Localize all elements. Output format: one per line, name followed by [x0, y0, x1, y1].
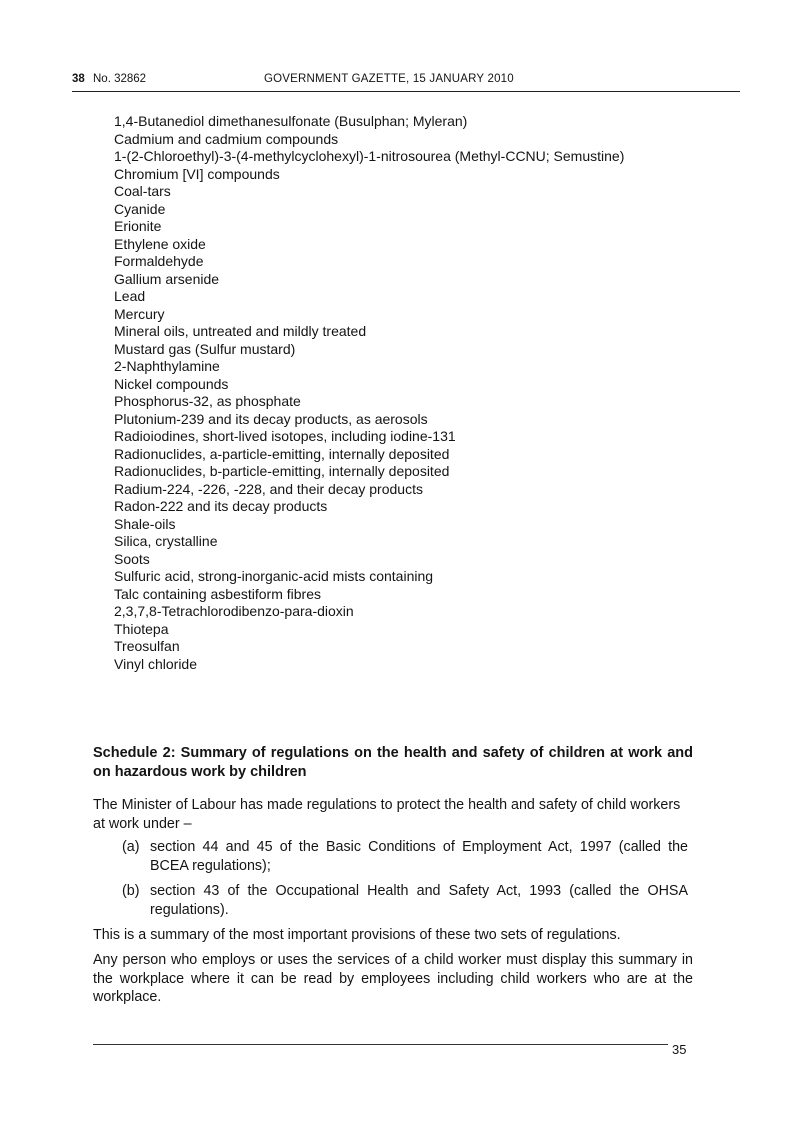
subsection-b — [122, 882, 688, 919]
list-item: Plutonium-239 and its decay products, as aerosols — [114, 410, 428, 427]
list-item: Mineral oils, untreated and mildly treated — [114, 323, 367, 339]
summary-paragraph: This is a summary of the most important provisions of these two sets of regulations. — [93, 927, 621, 943]
gazette-number: No. 32862 — [93, 73, 147, 85]
header-divider — [72, 91, 740, 92]
list-item: Thiotepa — [114, 620, 169, 637]
list-item: Cyanide — [114, 200, 166, 217]
subsection-a-text: section 44 and 45 of the Basic Conditions of Employment Act, 1997 (called the BCEA regulations); — [150, 839, 688, 874]
footer-page-number: 35 — [672, 1042, 687, 1057]
list-item: 1,4-Butanediol dimethanesulfonate (Busulphan; Myleran) — [114, 113, 468, 129]
list-item: Phosphorus-32, as phosphate — [114, 393, 301, 409]
list-item: Radioiodines, short-lived isotopes, including iodine-131 — [114, 428, 456, 444]
subsection-a-label: (a) — [122, 839, 140, 855]
list-item: Soots — [114, 550, 150, 567]
list-item: Sulfuric acid, strong-inorganic-acid mists containing — [114, 568, 434, 584]
list-item: Shale-oils — [114, 515, 176, 532]
list-item: Nickel compounds — [114, 375, 229, 392]
header-page-number: 38 — [72, 73, 85, 85]
display-requirement-paragraph: Any person who employs or uses the services of a child worker must display this summary in the workplace where it can be read by employees including child workers who are at the workplace. — [93, 952, 693, 1005]
list-item: 2-Naphthylamine — [114, 358, 220, 374]
list-item: Silica, crystalline — [114, 533, 218, 549]
list-item: Radionuclides, a-particle-emitting, internally deposited — [114, 445, 450, 462]
subsection-b-label: (b) — [122, 883, 140, 899]
schedule-heading: Schedule 2: Summary of regulations on the health and safety of children at work and on hazardous work by children — [93, 745, 693, 780]
list-item: Radium-224, -226, -228, and their decay products — [114, 480, 423, 497]
list-item: Gallium arsenide — [114, 270, 220, 287]
list-item: Radon-222 and its decay products — [114, 498, 328, 514]
list-item: Vinyl chloride — [114, 655, 198, 672]
list-item: Ethylene oxide — [114, 235, 206, 252]
list-item: Cadmium and cadmium compounds — [114, 130, 339, 147]
list-item: 1-(2-Chloroethyl)-3-(4-methylcyclohexyl)-1-nitrosourea (Methyl-CCNU; Semustine) — [114, 148, 625, 164]
list-item: 2,3,7,8-Tetrachlorodibenzo-para-dioxin — [114, 603, 354, 619]
subsection-b-text: section 43 of the Occupational Health and Safety Act, 1993 (called the OHSA regulations). — [150, 883, 688, 918]
footer-divider — [93, 1044, 668, 1045]
subsection-a — [122, 838, 688, 875]
list-item: Lead — [114, 288, 146, 304]
list-item: Chromium [VI] compounds — [114, 165, 280, 182]
list-item: Mercury — [114, 305, 165, 322]
list-item: Talc containing asbestiform fibres — [114, 585, 321, 602]
list-item: Mustard gas (Sulfur mustard) — [114, 340, 296, 357]
list-item: Radionuclides, b-particle-emitting, internally deposited — [114, 463, 450, 479]
list-item: Coal-tars — [114, 183, 171, 199]
page-header — [72, 70, 740, 88]
list-item: Formaldehyde — [114, 253, 204, 269]
list-item: Treosulfan — [114, 638, 180, 654]
list-item: Erionite — [114, 218, 162, 234]
substance-list — [114, 113, 654, 673]
schedule-intro: The Minister of Labour has made regulations to protect the health and safety of child workers at work under – — [93, 797, 681, 832]
gazette-title: GOVERNMENT GAZETTE, 15 JANUARY 2010 — [264, 73, 514, 85]
